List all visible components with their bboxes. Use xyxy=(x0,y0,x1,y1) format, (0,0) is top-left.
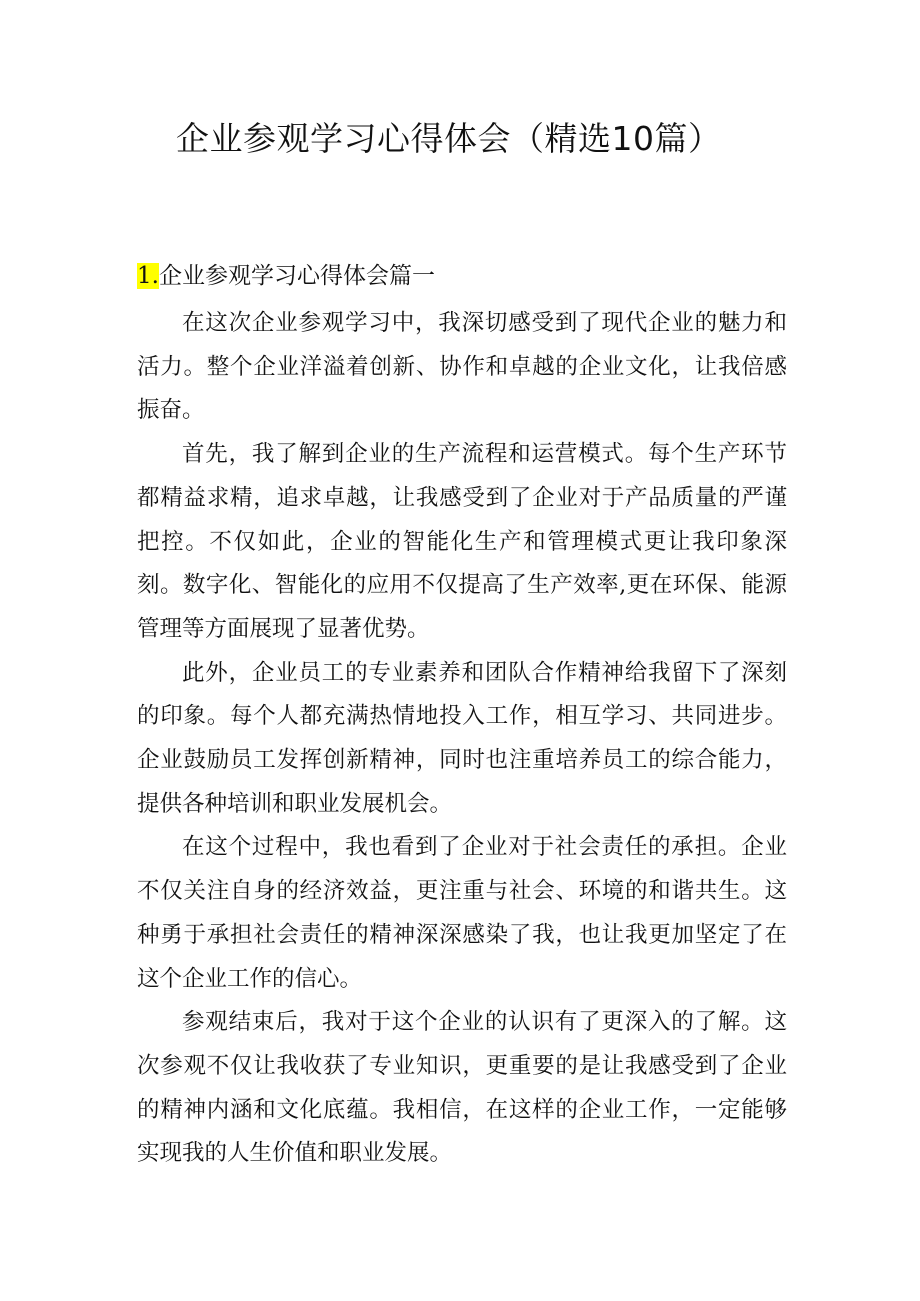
section-heading xyxy=(137,256,435,296)
section-heading-text: 企业参观学习心得体会篇一 xyxy=(158,263,435,289)
paragraph: 参观结束后，我对于这个企业的认识有了更深入的了解。这次参观不仅让我收获了专业知识，更重要的是让我感受到了企业的精神内涵和文化底蕴。我相信，在这样的企业工作，一定能够实现我的人生价值和职业发展。 xyxy=(137,1009,787,1167)
body-text xyxy=(137,302,787,1176)
paragraph: 首先，我了解到企业的生产流程和运营模式。每个生产环节都精益求精，追求卓越，让我感受到了企业对于产品质量的严谨把控。不仅如此，企业的智能化生产和管理模式更让我印象深刻。数字化、智能化的应用不仅提高了生产效率,更在环保、能源管理等方面展现了显著优势。 xyxy=(137,441,787,642)
paragraph: 此外，企业员工的专业素养和团队合作精神给我留下了深刻的印象。每个人都充满热情地投入工作，相互学习、共同进步。企业鼓励员工发挥创新精神，同时也注重培养员工的综合能力，提供各种培训和职业发展机会。 xyxy=(137,659,787,817)
document-title: 企业参观学习心得体会（精选10篇） xyxy=(176,119,722,158)
paragraph: 在这个过程中，我也看到了企业对于社会责任的承担。企业不仅关注自身的经济效益，更注重与社会、环境的和谐共生。这种勇于承担社会责任的精神深深感染了我，也让我更加坚定了在这个企业工作的信心。 xyxy=(137,834,787,992)
section-number-highlight: 1. xyxy=(137,263,159,289)
paragraph: 在这次企业参观学习中，我深切感受到了现代企业的魅力和活力。整个企业洋溢着创新、协作和卓越的企业文化，让我倍感振奋。 xyxy=(137,310,787,424)
